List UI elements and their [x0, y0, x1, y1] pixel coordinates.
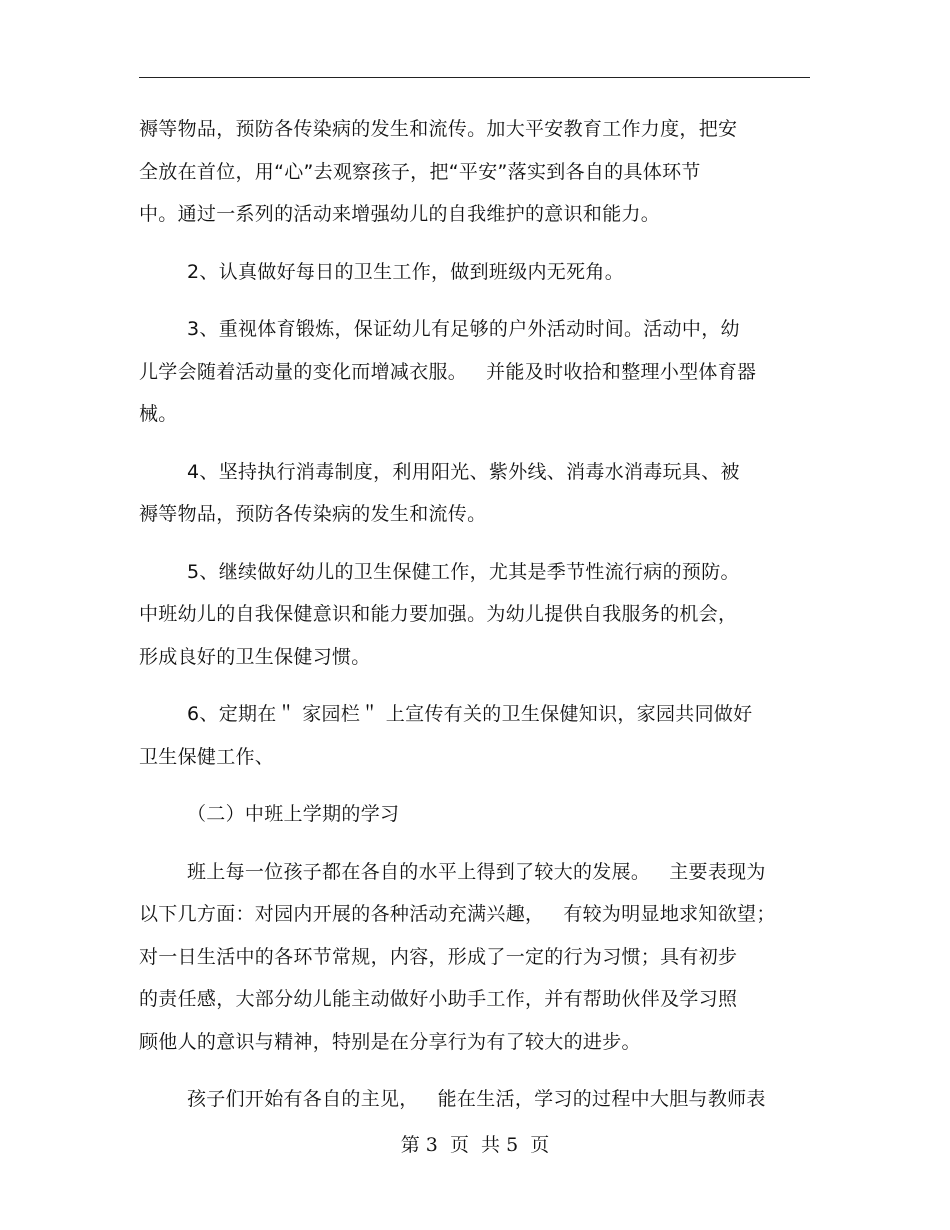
- text-line: 全放在首位，用“心”去观察孩子，把“平安”落实到各自的具体环节: [139, 161, 701, 183]
- page-number: 第 3 页 共 5 页: [400, 1134, 550, 1156]
- text-line: 械。: [139, 403, 178, 425]
- section-heading: （二）中班上学期的学习: [187, 803, 400, 825]
- text-line: 班上每一位孩子都在各自的水平上得到了较大的发展。 主要表现为: [187, 861, 766, 883]
- text-line: 对一日生活中的各环节常规，内容，形成了一定的行为习惯；具有初步: [139, 946, 738, 968]
- header-rule: [139, 77, 810, 78]
- text-line: 形成良好的卫生保健习惯。: [139, 646, 371, 668]
- text-line: 的责任感，大部分幼儿能主动做好小助手工作，并有帮助伙伴及学习照: [139, 988, 738, 1010]
- text-line: 6、定期在＂ 家园栏＂ 上宣传有关的卫生保健知识，家园共同做好: [187, 703, 753, 725]
- text-line: 中。通过一系列的活动来增强幼儿的自我维护的意识和能力。: [139, 203, 661, 225]
- text-line: 4、坚持执行消毒制度，利用阳光、紫外线、消毒水消毒玩具、被: [187, 461, 740, 483]
- text-line: 顾他人的意识与精神，特别是在分享行为有了较大的进步。: [139, 1031, 641, 1053]
- text-line: 3、重视体育锻炼，保证幼儿有足够的户外活动时间。活动中，幼: [187, 318, 740, 340]
- text-line: 儿学会随着活动量的变化而增减衣服。 并能及时收拾和整理小型体育器: [139, 361, 757, 383]
- text-line: 褥等物品，预防各传染病的发生和流传。: [139, 503, 487, 525]
- text-line: 以下几方面：对园内开展的各种活动充满兴趣， 有较为明显地求知欲望；: [139, 903, 776, 925]
- text-line: 2、认真做好每日的卫生工作，做到班级内无死角。: [187, 261, 624, 283]
- text-line: 孩子们开始有各自的主见， 能在生活，学习的过程中大胆与教师表: [187, 1088, 766, 1110]
- text-line: 卫生保健工作、: [139, 746, 275, 768]
- text-line: 褥等物品，预防各传染病的发生和流传。加大平安教育工作力度，把安: [139, 118, 738, 140]
- text-line: 中班幼儿的自我保健意识和能力要加强。为幼儿提供自我服务的机会，: [139, 603, 738, 625]
- text-line: 5、继续做好幼儿的卫生保健工作，尤其是季节性流行病的预防。: [187, 561, 740, 583]
